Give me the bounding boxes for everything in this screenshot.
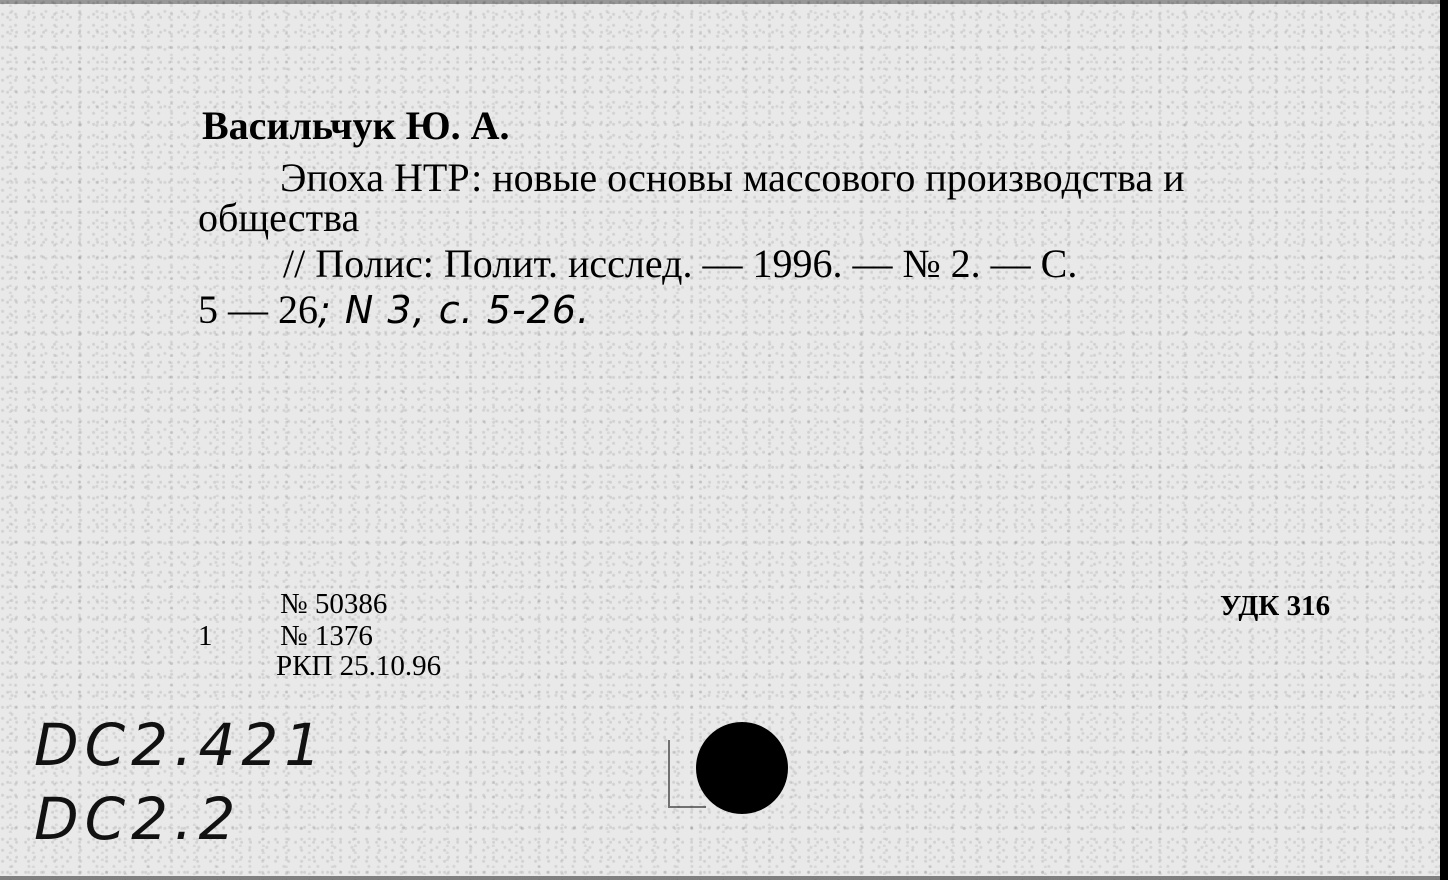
source-citation: // Полис: Полит. исслед. — 1996. — № 2. — С. <box>283 241 1078 286</box>
rkp-date: РКП 25.10.96 <box>276 650 442 682</box>
card-right-edge <box>1440 0 1448 880</box>
inventory-number-2: № 1376 <box>280 620 373 652</box>
pages-printed: 5 — 26 <box>198 287 318 332</box>
pages-line <box>198 287 591 332</box>
punch-hole <box>696 722 788 814</box>
card-top-edge <box>0 0 1448 4</box>
card-bottom-edge <box>0 876 1448 880</box>
pages-handwritten-note: ; N 3, с. 5-26. <box>318 288 591 332</box>
udk-code: УДК 316 <box>1220 590 1331 622</box>
shelfmark-2: DC2.2 <box>34 785 242 853</box>
inventory-number-1: № 50386 <box>280 588 388 620</box>
copy-number: 1 <box>198 620 213 652</box>
title-line-2: общества <box>198 195 360 240</box>
shelfmark-1: DC2.421 <box>34 711 328 779</box>
title-line-1: Эпоха НТР: новые основы массового производства и <box>280 155 1185 200</box>
author-name: Васильчук Ю. А. <box>202 103 510 148</box>
